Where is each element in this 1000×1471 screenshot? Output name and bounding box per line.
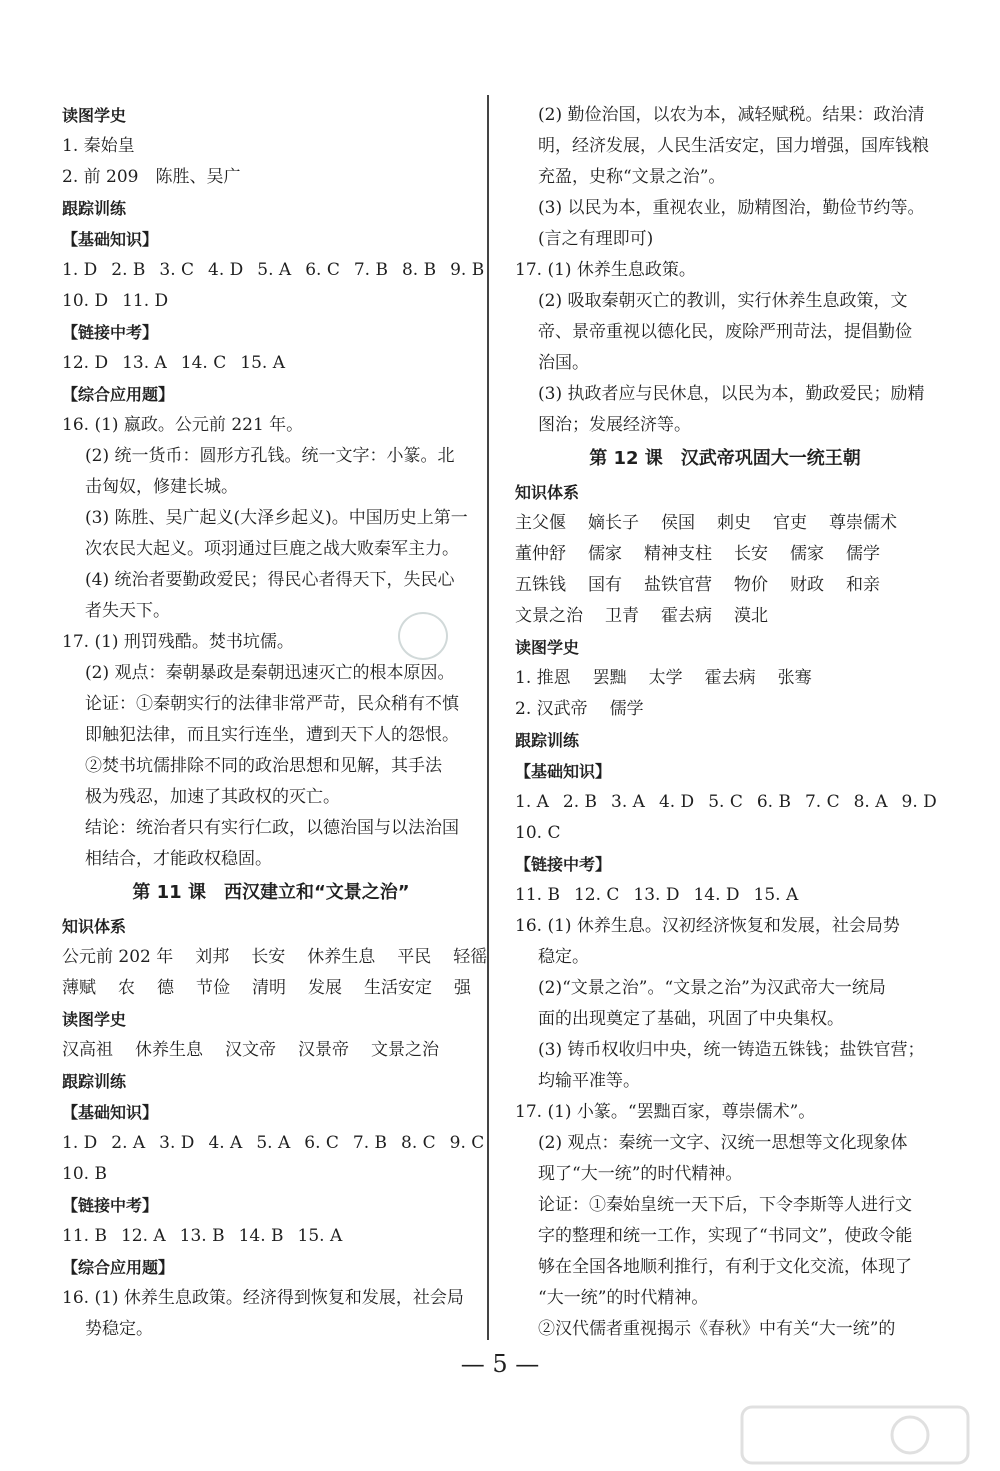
text-line-indented: 够在全国各地顺利推行，有利于文化交流，体现了: [538, 1257, 912, 1277]
text-line-indented: ②焚书坑儒排除不同的政治思想和见解，其手法: [85, 756, 442, 776]
term-item: 生活安定: [364, 978, 432, 998]
term-item: 长安: [734, 544, 768, 564]
term-item: 霍去病: [661, 606, 712, 626]
term-item: 董仲舒: [515, 544, 566, 564]
text-line-indented: (3) 执政者应与民休息，以民为本，勤政爱民；励精: [538, 384, 925, 404]
answer-item: 4. D: [208, 260, 244, 280]
term-row: [515, 539, 935, 570]
answer-item: 4. D: [658, 792, 695, 812]
answer-item: 12. C: [573, 885, 620, 905]
term-item: 太学: [648, 668, 683, 688]
answer-item: 10. B: [62, 1164, 107, 1184]
answer-item: 7. C: [804, 792, 840, 812]
term-item: 儒学: [846, 544, 880, 564]
term-item: 侯国: [661, 513, 695, 533]
answer-item: 12. A: [120, 1226, 166, 1246]
text-line-indented: 现了“大一统”的时代精神。: [538, 1164, 743, 1184]
answer-row: [62, 1159, 480, 1190]
answer-item: 13. D: [633, 885, 680, 905]
answer-item: 4. A: [208, 1133, 243, 1153]
text-line-indented: (3) 以民为本，重视农业，励精图治，勤俭节约等。: [538, 198, 925, 218]
term-row: [62, 1035, 480, 1066]
term-item: 平民: [397, 947, 432, 967]
answer-item: 3. D: [159, 1133, 195, 1153]
text-line-indented: (3) 陈胜、吴广起义(大泽乡起义)。中国历史上第一: [85, 508, 468, 528]
answer-row: [62, 1128, 485, 1159]
term-item: 精神支柱: [644, 544, 712, 564]
term-item: 尊崇儒术: [829, 513, 897, 533]
text-line-indented: 势稳定。: [85, 1319, 153, 1339]
term-item: 农: [118, 978, 135, 998]
answer-item: 3. C: [159, 260, 195, 280]
term-item: 休养生息: [135, 1040, 203, 1060]
answer-item: 1. D: [62, 1133, 98, 1153]
term-item: 汉景帝: [298, 1040, 349, 1060]
text-line-indented: 论证：①秦始皇统一天下后，下令李斯等人进行文: [538, 1195, 912, 1215]
term-row: [515, 663, 935, 694]
term-item: 嫡长子: [588, 513, 639, 533]
text-line-indented: 图治；发展经济等。: [538, 415, 691, 435]
answer-item: 7. B: [353, 260, 388, 280]
answer-item: 13. B: [179, 1226, 225, 1246]
term-item: 财政: [790, 575, 824, 595]
answer-item: 9. B: [450, 260, 485, 280]
answer-item: 5. C: [708, 792, 743, 812]
text-line-indented: “大一统”的时代精神。: [538, 1288, 709, 1308]
answer-item: 15. A: [753, 885, 799, 905]
term-row: [515, 694, 935, 725]
answer-row: [515, 880, 935, 911]
text-line: 17. (1) 休养生息政策。: [515, 260, 696, 280]
answer-row: [62, 348, 480, 379]
answer-item: 10. C: [515, 823, 561, 843]
term-row: [515, 601, 935, 632]
lesson-title: 第 11 课 西汉建立和“文景之治”: [132, 882, 410, 903]
answer-item: 11. B: [62, 1226, 107, 1246]
term-item: 盐铁官营: [644, 575, 712, 595]
answer-row: [62, 255, 485, 286]
answer-item: 8. A: [853, 792, 888, 812]
answer-item: 15. A: [297, 1226, 343, 1246]
term-item: 文景之治: [515, 606, 583, 626]
term-item: 薄赋: [62, 978, 96, 998]
text-line-indented: 论证：①秦朝实行的法律非常严苛，民众稍有不慎: [85, 694, 459, 714]
text-line-indented: 均输平准等。: [538, 1071, 640, 1091]
answer-item: 2. B: [562, 792, 598, 812]
answer-item: 7. B: [352, 1133, 388, 1153]
term-item: 德: [157, 978, 174, 998]
term-row: [515, 570, 935, 601]
term-item: 儒学: [609, 699, 644, 719]
text-line-indented: ②汉代儒者重视揭示《春秋》中有关“大一统”的: [538, 1319, 896, 1339]
term-item: 节俭: [196, 978, 230, 998]
bracket-heading: 【链接中考】: [62, 1196, 159, 1215]
text-line-indented: 次农民大起义。项羽通过巨鹿之战大败秦军主力。: [85, 539, 459, 559]
text-line-indented: 稳定。: [538, 947, 589, 967]
answer-item: 2. B: [111, 260, 146, 280]
text-line-indented: 相结合，才能政权稳固。: [85, 849, 272, 869]
answer-item: 5. A: [256, 1133, 291, 1153]
bracket-heading: 【链接中考】: [62, 323, 159, 342]
text-line-indented: (2) 吸取秦朝灭亡的教训，实行休养生息政策，文: [538, 291, 908, 311]
answer-row: [515, 787, 935, 818]
section-heading: 知识体系: [515, 483, 580, 502]
answer-row: [62, 1221, 480, 1252]
term-item: 儒家: [588, 544, 622, 564]
text-line-indented: 充盈，史称“文景之治”。: [538, 167, 726, 187]
answer-item: 14. B: [238, 1226, 284, 1246]
term-item: 刺史: [717, 513, 751, 533]
term-item: 漠北: [734, 606, 768, 626]
term-item: 1. 推恩: [515, 668, 571, 688]
term-item: 2. 汉武帝: [515, 699, 588, 719]
answer-item: 13. A: [122, 353, 167, 373]
text-line-indented: (4) 统治者要勤政爱民；得民心者得天下，失民心: [85, 570, 455, 590]
term-item: 汉高祖: [62, 1040, 113, 1060]
term-item: 卫青: [605, 606, 639, 626]
term-item: 刘邦: [195, 947, 230, 967]
text-line-indented: (2) 勤俭治国，以农为本，减轻赋税。结果：政治清: [538, 105, 925, 125]
term-item: 文景之治: [371, 1040, 439, 1060]
text-line-indented: 击匈奴，修建长城。: [85, 477, 238, 497]
text-line-indented: 治国。: [538, 353, 589, 373]
left-column: [62, 100, 488, 1345]
section-heading: 读图学史: [515, 638, 580, 657]
term-item: 官吏: [773, 513, 807, 533]
answer-item: 11. B: [515, 885, 560, 905]
text-line-indented: (2) 观点：秦统一文字、汉统一思想等文化现象体: [538, 1133, 908, 1153]
term-item: 霍去病: [704, 668, 756, 688]
answer-row: [62, 286, 480, 317]
section-heading: 读图学史: [62, 1010, 127, 1029]
text-line-indented: 即触犯法律，而且实行连坐，遭到天下人的怨恨。: [85, 725, 459, 745]
text-line: 1. 秦始皇: [62, 136, 135, 156]
term-item: 五铢钱: [515, 575, 566, 595]
stamp-mark: [398, 612, 448, 660]
answer-item: 9. C: [449, 1133, 485, 1153]
text-line-indented: (2) 统一货币：圆形方孔钱。统一文字：小篆。北: [85, 446, 455, 466]
answer-item: 1. D: [62, 260, 98, 280]
term-item: 休养生息: [307, 947, 376, 967]
section-heading: 知识体系: [62, 917, 127, 936]
term-item: 公元前 202 年: [62, 947, 174, 967]
answer-item: 10. D: [62, 291, 109, 311]
term-item: 儒家: [790, 544, 824, 564]
answer-item: 6. B: [756, 792, 791, 812]
text-line: 16. (1) 休养生息。汉初经济恢复和发展，社会局势: [515, 916, 900, 936]
answer-item: 12. D: [62, 353, 109, 373]
text-line-indented: 者失天下。: [85, 601, 170, 621]
term-row: [62, 942, 488, 973]
answer-item: 6. C: [305, 260, 340, 280]
answer-item: 14. D: [693, 885, 740, 905]
section-heading: 跟踪训练: [62, 1072, 127, 1091]
bracket-heading: 【基础知识】: [515, 762, 612, 781]
text-line: 2. 前 209 陈胜、吴广: [62, 167, 241, 187]
text-line-indented: 结论：统治者只有实行仁政，以德治国与以法治国: [85, 818, 459, 838]
section-heading: 跟踪训练: [515, 731, 580, 750]
answer-item: 8. B: [401, 260, 437, 280]
term-item: 轻徭: [453, 947, 488, 967]
watermark-logo: [740, 1405, 970, 1465]
text-line-indented: 极为残忍，加速了其政权的灭亡。: [85, 787, 340, 807]
text-line-indented: (3) 铸币权收归中央，统一铸造五铢钱；盐铁官营；: [538, 1040, 925, 1060]
text-line: 16. (1) 嬴政。公元前 221 年。: [62, 415, 304, 435]
answer-item: 8. C: [401, 1133, 436, 1153]
answer-item: 9. D: [901, 792, 937, 812]
bracket-heading: 【基础知识】: [62, 1103, 159, 1122]
term-item: 发展: [308, 978, 342, 998]
term-row: [515, 508, 935, 539]
answer-item: 2. A: [111, 1133, 146, 1153]
term-item: 和亲: [846, 575, 880, 595]
bracket-heading: 【链接中考】: [515, 855, 612, 874]
answer-item: 14. C: [180, 353, 227, 373]
answer-item: 5. A: [257, 260, 292, 280]
text-line: 17. (1) 小篆。“罢黜百家，尊崇儒术”。: [515, 1102, 816, 1122]
term-item: 物价: [734, 575, 768, 595]
bracket-heading: 【综合应用题】: [62, 385, 175, 404]
term-item: 主父偃: [515, 513, 566, 533]
answer-item: 15. A: [240, 353, 285, 373]
text-line-indented: (2) 观点：秦朝暴政是秦朝迅速灭亡的根本原因。: [85, 663, 455, 683]
answer-item: 1. A: [515, 792, 549, 812]
text-line: 17. (1) 刑罚残酷。焚书坑儒。: [62, 632, 294, 652]
text-line: 16. (1) 休养生息政策。经济得到恢复和发展，社会局: [62, 1288, 464, 1308]
page-number: — 5 —: [460, 1350, 540, 1378]
text-line-indented: (2)“文景之治”。“文景之治”为汉武帝大一统局: [538, 978, 886, 998]
term-item: 张骞: [777, 668, 812, 688]
text-line-indented: (言之有理即可): [538, 229, 654, 249]
answer-item: 3. A: [611, 792, 645, 812]
column-divider: [487, 95, 489, 1340]
lesson-title: 第 12 课 汉武帝巩固大一统王朝: [589, 448, 861, 469]
text-line-indented: 明，经济发展，人民生活安定，国力增强，国库钱粮: [538, 136, 929, 156]
section-heading: 跟踪训练: [62, 199, 127, 218]
answer-item: 11. D: [122, 291, 169, 311]
text-line-indented: 字的整理和统一工作，实现了“书同文”，使政令能: [538, 1226, 913, 1246]
answer-item: 6. C: [304, 1133, 339, 1153]
term-item: 罢黜: [592, 668, 627, 688]
section-heading: 读图学史: [62, 106, 127, 125]
term-item: 强: [454, 978, 471, 998]
term-item: 长安: [251, 947, 286, 967]
bracket-heading: 【基础知识】: [62, 230, 159, 249]
answer-row: [515, 818, 935, 849]
term-item: 汉文帝: [225, 1040, 276, 1060]
text-line-indented: 帝、景帝重视以德化民，废除严刑苛法，提倡勤俭: [538, 322, 912, 342]
term-row: [62, 973, 480, 1004]
right-column: [515, 100, 935, 1345]
bracket-heading: 【综合应用题】: [62, 1258, 175, 1277]
term-item: 清明: [252, 978, 286, 998]
text-line-indented: 面的出现奠定了基础，巩固了中央集权。: [538, 1009, 844, 1029]
term-item: 国有: [588, 575, 622, 595]
